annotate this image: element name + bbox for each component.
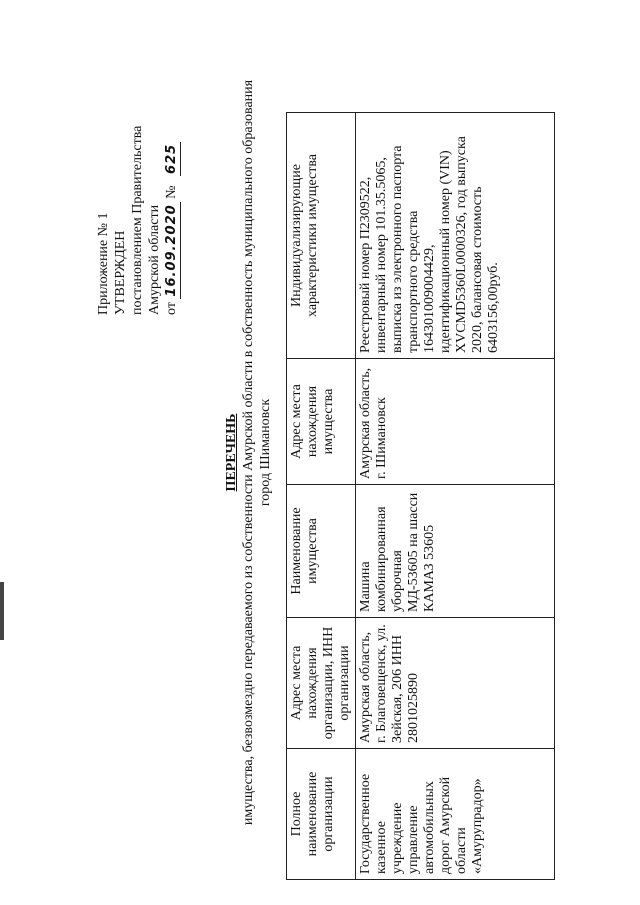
region-label: Амурской области: [147, 204, 162, 315]
table-row: [356, 113, 555, 880]
header-org-address: Адрес места нахождения организации, ИНН организации: [287, 618, 356, 749]
cell-property-name: Машина комбинированная уборочная МД-53605 на шасси КАМАЗ 53605: [356, 485, 555, 618]
document-subtitle: имущества, безвозмездно передаваемого из собственности Амурской области в собственность муниципального образования: [241, 79, 256, 826]
cell-property-characteristics: Реестровый номер П2309522, инвентарный номер 101.35.5065, выписка из электронного паспорта транспортного средства 164301009004429, идентификационный номер (VIN) XVCMD5360L0000326, год выпуска 2020, балансовая стоимость 6403156,00руб.: [356, 113, 555, 359]
date-prefix: от: [164, 302, 179, 315]
number-prefix: №: [164, 185, 179, 199]
header-property-address: Адрес места нахождения имущества: [287, 359, 356, 485]
scan-edge-mark: [0, 582, 4, 640]
resolution-label: постановлением Правительства: [130, 125, 145, 315]
header-property-name: Наименование имущества: [287, 485, 356, 618]
property-table: [286, 112, 555, 880]
table-header-row: [287, 113, 356, 880]
handwritten-date: 16.09.2020: [164, 204, 179, 297]
document-title: ПЕРЕЧЕНЬ: [224, 413, 239, 492]
document-subtitle-city: город Шимановск: [258, 398, 273, 507]
handwritten-number: 625: [164, 143, 179, 174]
cell-org-address: Амурская область, г. Благовещенск, ул. Зейская, 206 ИНН 2801025890: [356, 618, 555, 749]
approved-label: УТВЕРЖДЕН: [113, 230, 128, 315]
date-number-line: [163, 55, 181, 315]
approval-stamp-block: [95, 55, 181, 315]
header-org-name: Полное наименование организации: [287, 749, 356, 880]
cell-property-address: Амурская область, г. Шимановск: [356, 359, 555, 485]
cell-org-name: Государственное казенное учреждение управление автомобильных дорог Амурской области «Амурупрадор»: [356, 749, 555, 880]
header-property-characteristics: Индивидуализирующие характеристики имущества: [287, 113, 356, 359]
appendix-label: Приложение № 1: [96, 212, 111, 315]
